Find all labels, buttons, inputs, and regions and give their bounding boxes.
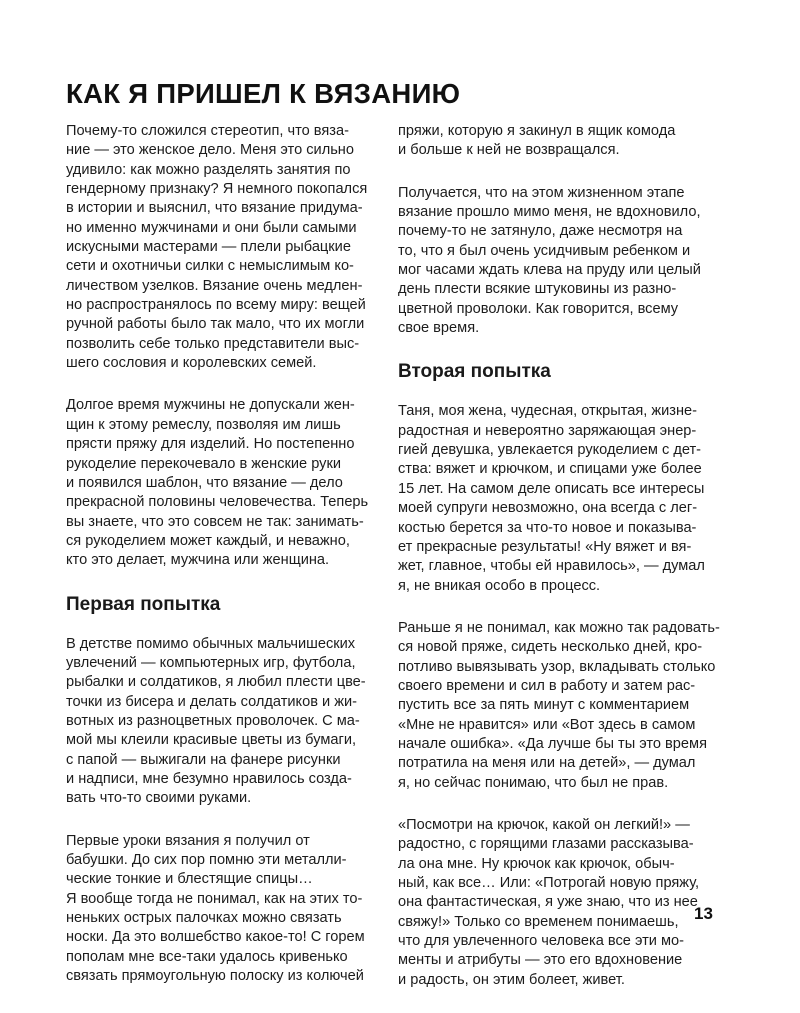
paragraph: [66, 122, 380, 373]
text-line: и надписи, мне безумно нравилось созда-: [66, 770, 352, 787]
paragraph: [398, 122, 716, 161]
text-line: почему-то не затянуло, даже несмотря на: [398, 223, 683, 240]
text-line: 15 лет. На самом деле описать все интересы: [398, 480, 705, 497]
paragraph: [66, 832, 380, 987]
text-line: и радость, он этим болеет, живет.: [398, 971, 625, 988]
paragraph: [398, 816, 716, 990]
text-line: Первые уроки вязания я получил от: [66, 832, 310, 849]
text-line: жет, главное, чтобы ей нравилось», — думал: [398, 558, 705, 575]
text-line: радостно, с горящими глазами рассказыва-: [398, 836, 694, 853]
text-line: гией девушка, увлекается рукоделием с дет-: [398, 442, 702, 459]
section-heading-first-attempt: Первая попытка: [66, 593, 221, 615]
text-line: неньких острых палочках можно связать: [66, 910, 342, 927]
text-line: Таня, моя жена, чудесная, открытая, жизне-: [398, 403, 698, 420]
text-line: мой мы клеили красивые цветы из бумаги,: [66, 732, 357, 749]
text-line: прясти пряжу для изделий. Но постепенно: [66, 436, 355, 453]
text-line: менты и атрибуты — это его вдохновение: [398, 952, 683, 969]
text-line: носки. Да это волшебство какое-то! С горем: [66, 929, 365, 946]
page-number: 13: [694, 904, 713, 923]
text-line: бабушки. До сих пор помню эти металли-: [66, 852, 347, 868]
text-line: потратила на меня или на детей», — думал: [398, 755, 696, 772]
text-line: искусными мастерами — плели рыбацкие: [66, 239, 351, 256]
text-line: свое время.: [398, 320, 480, 337]
text-line: ся рукоделием может каждый, и неважно,: [66, 532, 350, 549]
text-line: Получается, что на этом жизненном этапе: [398, 184, 685, 201]
text-line: шего сословия и королевских семей.: [66, 355, 317, 372]
text-line: то, что я был очень усидчивым ребенком и: [398, 242, 691, 259]
text-line: «Посмотри на крючок, какой он легкий!» —: [398, 816, 690, 833]
text-line: ный, как все… Или: «Потрогай новую пряжу,: [398, 875, 700, 891]
text-line: своего времени и сил в работу и затем рас-: [398, 677, 696, 694]
section-heading-second-attempt: Вторая попытка: [398, 361, 551, 383]
text-line: ла она мне. Ну крючок как крючок, обыч-: [398, 855, 675, 872]
text-line: вотных из разноцветных проволочек. С ма-: [66, 712, 360, 729]
text-line: цветной проволоки. Как говорится, всему: [398, 300, 679, 317]
paragraph: [398, 619, 720, 793]
paragraph: [398, 184, 716, 339]
text-line: пряжи, которую я закинул в ящик комода: [398, 123, 676, 139]
text-line: моей супруги невозможно, она всегда с лег-: [398, 500, 698, 517]
paragraph: [66, 635, 380, 809]
text-line: с папой — выжигали на фанере рисунки: [66, 751, 341, 768]
left-column: [66, 122, 380, 1009]
text-line: потливо вывязывать узор, вкладывать столько: [398, 658, 716, 675]
text-line: она фантастическая, я уже знаю, что из нее: [398, 894, 698, 911]
text-line: но распространялось по всему миру: вещей: [66, 297, 366, 314]
text-line: связать прямоугольную полоску из колючей: [66, 968, 364, 985]
text-line: и больше к ней не возвращался.: [398, 142, 620, 159]
text-line: гендерному признаку? Я немного покопался: [66, 181, 368, 198]
text-line: сети и охотничьи силки с немыслимым ко-: [66, 258, 354, 275]
text-line: ческие тонкие и блестящие спицы…: [66, 871, 313, 888]
text-line: щин к этому ремеслу, позволяя им лишь: [66, 416, 341, 433]
paragraph: [398, 402, 716, 595]
text-line: кто это делает, мужчина или женщина.: [66, 552, 330, 569]
text-line: начале ошибка». «Да лучше бы ты это время: [398, 735, 707, 752]
text-line: мог часами ждать клева на пруду или целый: [398, 262, 701, 279]
text-line: что для увлеченного человека все эти мо-: [398, 933, 684, 950]
text-line: я, но сейчас понимаю, что был не прав.: [398, 774, 669, 791]
text-line: В детстве помимо обычных мальчишеских: [66, 635, 356, 652]
text-line: но именно мужчинами и они были самыми: [66, 219, 357, 236]
text-line: рукоделие перекочевало в женские руки: [66, 455, 341, 472]
text-line: Я вообще тогда не понимал, как на этих то-: [66, 890, 363, 907]
text-line: вать что-то своими руками.: [66, 790, 252, 807]
text-line: увлечений — компьютерных игр, футбола,: [66, 654, 356, 671]
text-line: позволить себе только представители выс-: [66, 335, 360, 352]
text-line: точки из бисера и делать солдатиков и жи-: [66, 693, 357, 710]
text-line: прекрасной половины человечества. Теперь: [66, 494, 369, 511]
text-line: вязание прошло мимо меня, не вдохновило,: [398, 204, 701, 221]
chapter-title: КАК Я ПРИШЕЛ К ВЯЗАНИЮ: [66, 78, 461, 109]
text-line: Почему-то сложился стереотип, что вяза-: [66, 123, 349, 139]
text-line: рыбалки и солдатиков, я любил плести цве-: [66, 674, 366, 691]
text-line: свяжу!» Только со временем понимаешь,: [398, 913, 679, 930]
text-line: пустить все за пять минут с комментарием: [398, 697, 690, 714]
text-line: Раньше я не понимал, как можно так радовать-: [398, 619, 720, 636]
text-line: я, не вникая особо в процесс.: [398, 577, 601, 594]
text-line: ства: вяжет и крючком, и спицами уже более: [398, 461, 702, 478]
text-line: вы знаете, что это совсем не так: занимать-: [66, 513, 364, 530]
text-line: Долгое время мужчины не допускали жен-: [66, 397, 355, 414]
text-line: ся новой пряже, сидеть несколько дней, кро-: [398, 639, 703, 656]
text-line: и появился шаблон, что вязание — дело: [66, 474, 343, 491]
text-line: ручной работы было так мало, что их могли: [66, 316, 365, 333]
text-line: радостная и невероятно заряжающая энер-: [398, 422, 697, 439]
right-column: [398, 122, 720, 1013]
text-line: ет прекрасные результаты! «Ну вяжет и вя-: [398, 538, 692, 555]
text-line: костью берется за что-то новое и показыва-: [398, 519, 697, 536]
text-line: в истории и выяснил, что вязание придума-: [66, 200, 363, 217]
text-line: «Мне не нравится» или «Вот здесь в самом: [398, 716, 696, 733]
paragraph: [66, 396, 380, 570]
text-line: удивило: как можно разделять занятия по: [66, 161, 351, 178]
text-line: ние — это женское дело. Меня это сильно: [66, 142, 354, 159]
text-line: пополам мне все-таки удалось кривенько: [66, 948, 348, 965]
text-line: день плести всякие штуковины из разно-: [398, 281, 677, 298]
text-line: личеством узелков. Вязание очень медлен-: [66, 277, 363, 294]
